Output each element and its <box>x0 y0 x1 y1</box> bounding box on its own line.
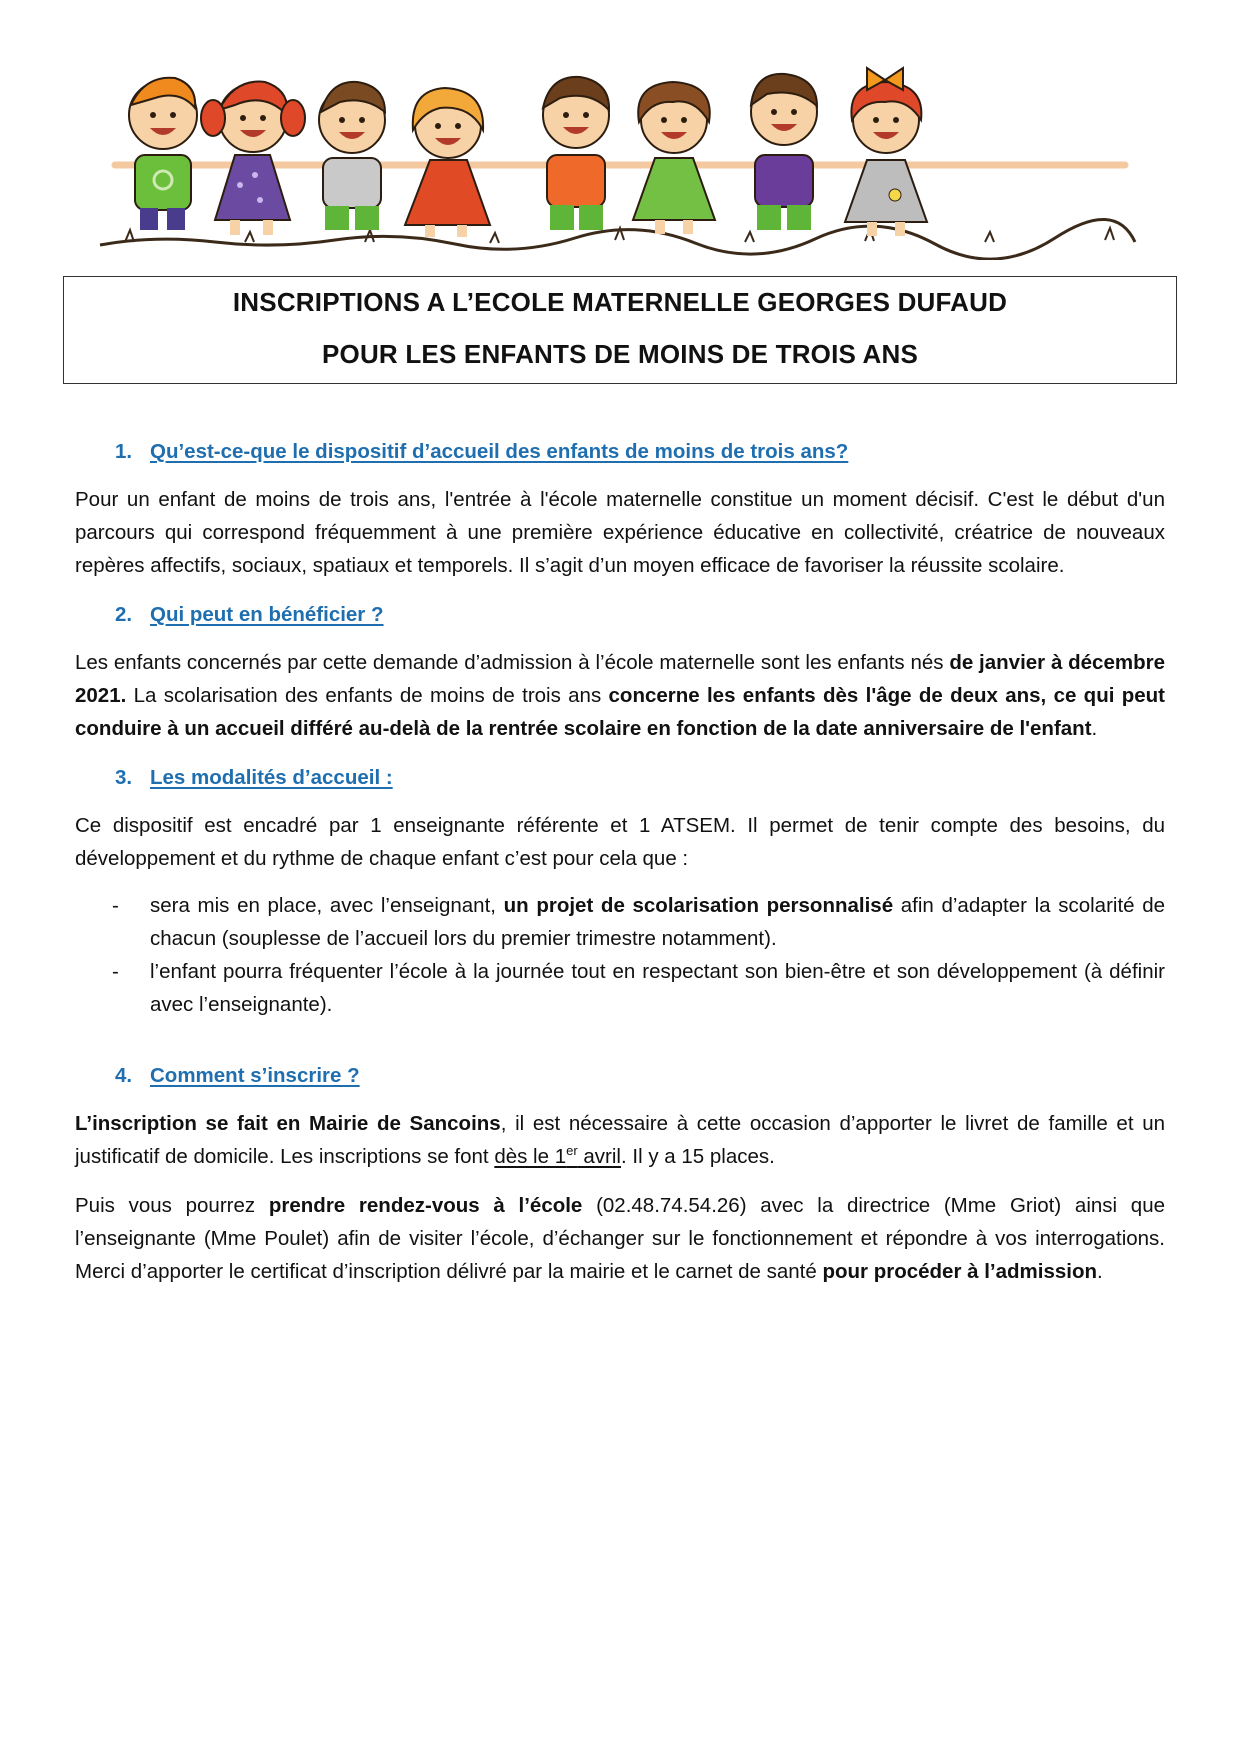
text-run: (02.48.74.54.26) avec la directrice (Mme Griot) ainsi que l’enseignante (Mme Poulet) afin de visiter l’école, d’échanger sur le fonctionnement et répondre à vos interrogations. Merci d’apporter le certificat d’inscription délivré par la mairie et le carnet de santé <box>75 1194 1166 1283</box>
text-run: , il est nécessaire à cette occasion d’apporter le livret de famille et un justificatif de domicile. Les inscriptions se font <box>75 1112 1165 1168</box>
text-run: l’enfant pourra fréquenter l’école à la journée tout en respectant son bien-être et son développement (à définir avec l’enseignante). <box>150 960 1165 1016</box>
superscript: er <box>566 1143 578 1159</box>
section-number: 1. <box>115 440 133 463</box>
document-title: INSCRIPTIONS A L’ECOLE MATERNELLE GEORGES DUFAUD <box>232 287 1008 317</box>
list-item <box>75 889 1165 955</box>
text-run: . Il y a 15 places. <box>620 1145 775 1168</box>
section-number: 2. <box>115 603 133 626</box>
section-paragraph: Ce dispositif est encadré par 1 enseignante référente et 1 ATSEM. Il permet de tenir compte des besoins, du développement et du rythme de chaque enfant c’est pour cela que : <box>75 814 1165 870</box>
dash-marker: - <box>112 894 119 917</box>
section-paragraph: Pour un enfant de moins de trois ans, l'entrée à l'école maternelle constitue un moment décisif. C'est le début d'un parcours qui correspond fréquemment à une première expérience éducative en collectivité, créatrice de nouveaux repères affectifs, sociaux, spatiaux et temporels. Il s’agit d’un moyen efficace de favoriser la réussite scolaire. <box>75 488 1165 577</box>
text-run: sera mis en place, avec l’enseignant, <box>150 894 504 917</box>
text-run: . <box>1097 1260 1103 1283</box>
section-title: Qui peut en bénéficier ? <box>150 603 384 626</box>
text-run: . <box>1091 717 1098 740</box>
text-run: Puis vous pourrez <box>75 1194 269 1217</box>
text-run-bold: pour procéder à l’admission <box>822 1260 1097 1283</box>
document-subtitle: POUR LES ENFANTS DE MOINS DE TROIS ANS <box>321 339 919 369</box>
bullet-list <box>75 889 1165 1021</box>
text-run-bold: concerne les enfants dès l'âge de deux ans, ce qui peut conduire à un accueil différé au-delà de la rentrée scolaire en fonction de la date anniversaire de l'enfant <box>75 684 1165 740</box>
text-run: afin d’adapter la scolarité de chacun (souplesse de l’accueil lors du premier trimestre notamment). <box>150 894 1166 950</box>
section-heading-2 <box>115 598 1165 632</box>
section-title: Les modalités d’accueil : <box>150 766 393 789</box>
section-paragraph <box>75 646 1165 745</box>
section-number: 4. <box>115 1064 133 1087</box>
section-heading-4 <box>115 1059 1165 1093</box>
text-run: avril <box>577 1145 621 1168</box>
dash-marker: - <box>112 960 119 983</box>
children-holding-hands-illustration <box>95 60 1145 260</box>
section-title: Comment s’inscrire ? <box>150 1064 360 1087</box>
text-run: dès le 1 <box>494 1145 567 1168</box>
section-paragraph <box>75 1189 1165 1288</box>
title-box <box>63 276 1177 384</box>
section-heading-1 <box>115 435 1165 469</box>
text-run: Les enfants concernés par cette demande d’admission à l’école maternelle sont les enfants nés <box>75 651 950 674</box>
text-run-bold: un projet de scolarisation personnalisé <box>503 894 894 917</box>
date-underlined <box>494 1145 621 1168</box>
text-run-bold: prendre rendez-vous à l’école <box>268 1194 583 1217</box>
section-paragraph <box>75 1107 1165 1173</box>
document-body <box>75 435 1165 1288</box>
text-run: La scolarisation des enfants de moins de trois ans <box>126 684 609 707</box>
section-heading-3 <box>115 761 1165 795</box>
text-run-bold: L’inscription se fait en Mairie de Sancoins <box>75 1112 501 1135</box>
list-item <box>75 955 1165 1021</box>
section-number: 3. <box>115 766 133 789</box>
section-title: Qu’est-ce-que le dispositif d’accueil des enfants de moins de trois ans? <box>150 440 849 463</box>
text-run-bold: de janvier à décembre 2021. <box>75 651 1165 707</box>
